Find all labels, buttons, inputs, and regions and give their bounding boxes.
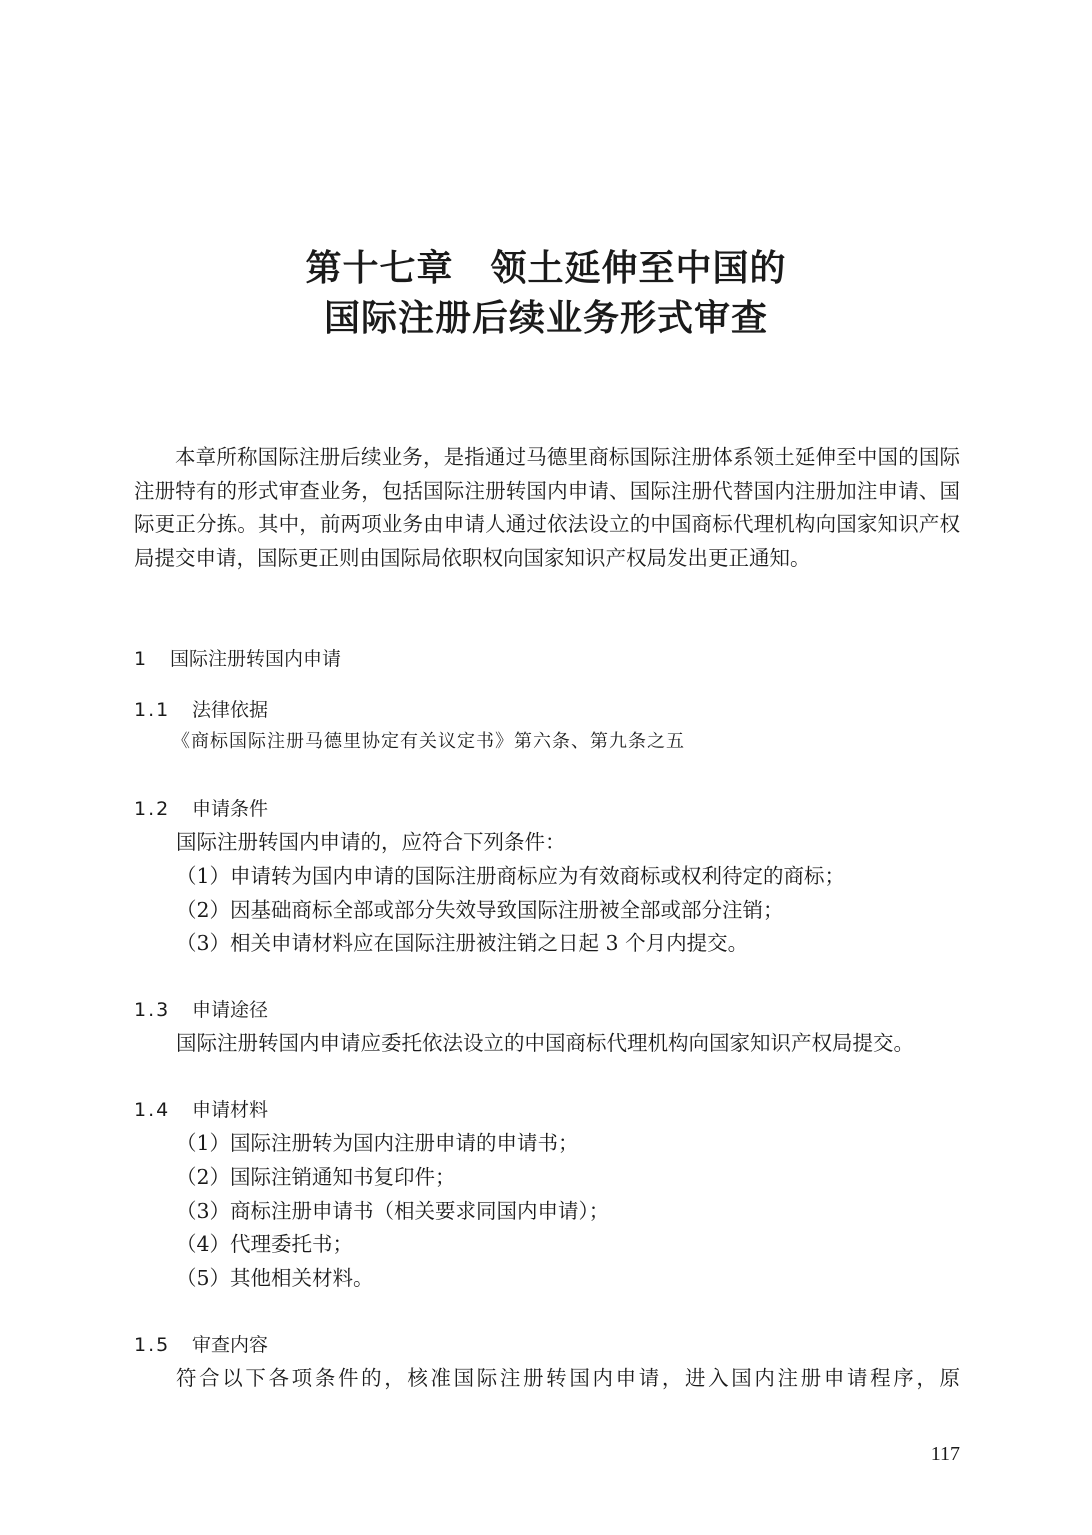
application-channel-text: 国际注册转国内申请应委托依法设立的中国商标代理机构向国家知识产权局提交。 (176, 1031, 914, 1055)
section-1-5-heading (134, 1332, 268, 1358)
material-item: （1）国际注册转为国内注册申请的申请书； (176, 1131, 579, 1155)
section-title: 申请材料 (192, 1099, 269, 1121)
section-number: 1.2 (134, 798, 171, 820)
condition-item: （2）因基础商标全部或部分失效导致国际注册被全部或部分注销； (176, 898, 784, 922)
material-item: （4）代理委托书； (176, 1232, 354, 1256)
material-item: （3）商标注册申请书（相关要求同国内申请）； (176, 1199, 610, 1223)
chapter-title (0, 243, 1092, 343)
section-1-2-heading (134, 796, 268, 822)
section-number: 1.3 (134, 999, 171, 1021)
material-item: （5）其他相关材料。 (176, 1266, 374, 1290)
section-1-4-heading (134, 1097, 268, 1123)
condition-item: （1）申请转为国内申请的国际注册商标应为有效商标或权利待定的商标； (176, 864, 846, 888)
section-title: 审查内容 (192, 1334, 269, 1356)
review-content-text: 符合以下各项条件的，核准国际注册转国内申请，进入国内注册申请程序，原 (176, 1366, 960, 1390)
page-number: 117 (930, 1443, 960, 1465)
section-1-heading (134, 646, 341, 672)
intro-paragraph: 本章所称国际注册后续业务，是指通过马德里商标国际注册体系领土延伸至中国的国际注册特有的形式审查业务，包括国际注册转国内申请、国际注册代替国内注册加注申请、国际更正分拣。其中，前两项业务由申请人通过依法设立的中国商标代理机构向国家知识产权局提交申请，国际更正则由国际局依职权向国家知识产权局发出更正通知。 (134, 445, 960, 570)
section-title: 申请途径 (192, 999, 269, 1021)
chapter-title-line-1: 第十七章 领土延伸至中国的 (305, 247, 787, 289)
section-1-3-heading (134, 997, 268, 1023)
section-number: 1.5 (134, 1334, 171, 1356)
chapter-title-line-2: 国际注册后续业务形式审查 (323, 297, 768, 339)
condition-item: （3）相关申请材料应在国际注册被注销之日起 3 个月内提交。 (176, 931, 749, 955)
section-title: 申请条件 (192, 798, 269, 820)
section-number: 1 (134, 648, 149, 670)
section-number: 1.1 (134, 699, 171, 721)
section-title: 国际注册转国内申请 (170, 648, 342, 670)
section-1-1-heading (134, 697, 268, 723)
section-title: 法律依据 (192, 699, 269, 721)
legal-basis-text: 《商标国际注册马德里协定有关议定书》第六条、第九条之五 (172, 731, 685, 752)
material-item: （2）国际注销通知书复印件； (176, 1165, 456, 1189)
conditions-lead: 国际注册转国内申请的，应符合下列条件： (176, 830, 566, 854)
section-number: 1.4 (134, 1099, 171, 1121)
